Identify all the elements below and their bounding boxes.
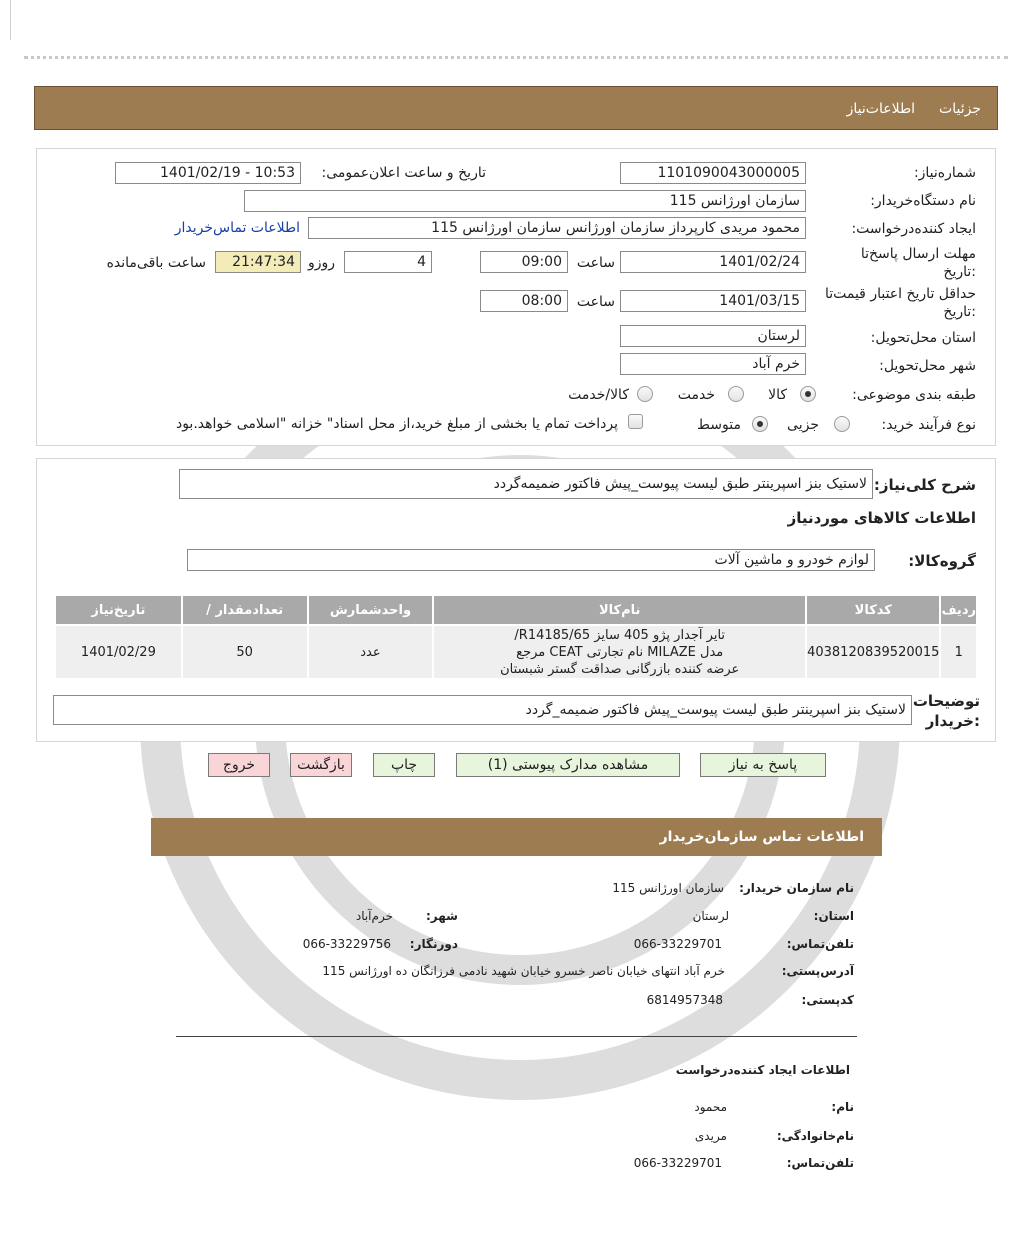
buyer-notes-label-2: :خریدار	[925, 712, 980, 730]
remaining-time-field: 21:47:34	[215, 251, 301, 273]
category-service-label: خدمت	[677, 387, 715, 403]
category-goods-radio[interactable]	[800, 386, 816, 402]
validity-label: حداقل تاریخ اعتبار قیمت‌تا	[824, 286, 976, 302]
creator-info-title: اطلاعات ایجاد کننده‌درخواست	[675, 1063, 850, 1077]
deadline-time-field: 09:00	[480, 251, 568, 273]
buyer-contact-link[interactable]: اطلاعات تماس‌خریدار	[174, 220, 300, 236]
buyer-notes-field: لاستیک بنز اسپرینتر طبق لیست پیوست_پیش فاکتور ضمیمه_گردد	[53, 695, 912, 725]
creator-field: محمود مریدی کارپرداز سازمان اورژانس سازمان اورژانس 115	[308, 217, 806, 239]
col-goods-code: کدکالا	[807, 596, 939, 624]
deadline-label: مهلت ارسال پاسخ‌تا	[860, 246, 976, 262]
postal-code-label: کدپستی:	[801, 993, 854, 1007]
category-goods-service-radio[interactable]	[637, 386, 653, 402]
creator-family-label: نام‌خانوادگی:	[776, 1129, 854, 1143]
province-contact-value: لرستان	[692, 909, 729, 923]
process-partial-radio[interactable]	[834, 416, 850, 432]
city-label: شهر محل‌تحویل:	[879, 358, 976, 374]
process-medium-radio[interactable]	[752, 416, 768, 432]
need-number-label: شماره‌نیاز:	[913, 165, 976, 181]
process-medium-label: متوسط	[697, 417, 741, 433]
creator-label: ایجاد کننده‌درخواست:	[851, 221, 976, 237]
announce-field: 1401/02/19 - 10:53	[115, 162, 301, 184]
creator-phone-value: 066-33229701	[633, 1156, 722, 1170]
col-need-date: تاریخ‌نیاز	[56, 596, 181, 624]
buyer-notes-label: توضیحات	[912, 692, 980, 710]
phone-value: 066-33229701	[633, 937, 722, 951]
address-label: آدرس‌پستی:	[781, 964, 854, 978]
process-label: نوع فرآیند خرید:	[881, 417, 976, 433]
contact-section-title: اطلاعات تماس سازمان‌خریدار	[659, 829, 864, 845]
creator-name-value: محمود	[694, 1100, 727, 1114]
city-contact-value: خرم‌آباد	[355, 909, 393, 923]
need-number-field: 1101090043000005	[620, 162, 806, 184]
header-bar	[34, 86, 998, 130]
exit-button[interactable]: خروج	[208, 753, 270, 777]
category-goods-service-label: کالا/خدمت	[568, 387, 629, 403]
postal-code-value: 6814957348	[646, 993, 723, 1007]
goods-table	[54, 594, 978, 680]
col-unit: واحدشمارش	[309, 596, 433, 624]
tab-details[interactable]: جزئیات	[939, 101, 981, 117]
city-contact-label: شهر:	[426, 909, 458, 923]
cell-unit: عدد	[309, 626, 433, 678]
deadline-time-label: ساعت	[576, 255, 615, 271]
top-dotted-separator	[24, 56, 1008, 59]
cell-goods-code: 4038120839520015	[807, 626, 939, 678]
reply-to-need-button[interactable]: پاسخ به نیاز	[700, 753, 826, 777]
contact-section-header	[151, 818, 882, 856]
treasury-payment-note: پرداخت تمام یا بخشی از مبلغ خرید،از محل اسناد" خزانه "اسلامی خواهد.بود	[175, 416, 618, 432]
back-button[interactable]: بازگشت	[290, 753, 352, 777]
goods-group-label: گروه‌کالا:	[908, 552, 976, 570]
goods-group-field: لوازم خودرو و ماشین آلات	[187, 549, 875, 571]
summary-field: لاستیک بنز اسپرینتر طبق لیست پیوست_پیش فاکتور ضمیمه‌گردد	[179, 469, 873, 499]
goods-info-title: اطلاعات کالاهای موردنیاز	[787, 509, 976, 527]
col-row-number: ردیف	[941, 596, 976, 624]
category-goods-label: کالا	[768, 387, 787, 403]
deadline-date-field: 1401/02/24	[620, 251, 806, 273]
phone-label: تلفن‌تماس:	[786, 937, 854, 951]
fax-label: دورنگار:	[409, 937, 458, 951]
announce-label: تاریخ و ساعت اعلان‌عمومی:	[321, 165, 486, 181]
goods-table-header-row	[56, 596, 976, 624]
col-goods-name: نام‌کالا	[434, 596, 805, 624]
treasury-payment-checkbox[interactable]	[628, 414, 643, 429]
col-quantity: / تعدادمقدار	[183, 596, 307, 624]
cell-quantity: 50	[183, 626, 307, 678]
creator-phone-label: تلفن‌تماس:	[786, 1156, 854, 1170]
creator-name-label: نام:	[831, 1100, 854, 1114]
province-label: استان محل‌تحویل:	[870, 330, 976, 346]
print-button[interactable]: چاپ	[373, 753, 435, 777]
org-name-label: نام سازمان خریدار:	[739, 881, 854, 895]
buyer-field: سازمان اورژانس 115	[244, 190, 806, 212]
city-field: خرم آباد	[620, 353, 806, 375]
org-name-value: سازمان اورژانس 115	[612, 881, 724, 895]
goods-name-line-3: عرضه کننده بازرگانی صداقت گستر شبستان	[500, 661, 740, 677]
tab-need-info[interactable]: اطلاعات‌نیاز	[846, 101, 915, 117]
goods-name-line-1: تایر آجدار پژو 405 سایز R14185/65/	[514, 627, 726, 643]
creator-family-value: مریدی	[694, 1129, 727, 1143]
deadline-label-2: :تاریخ	[943, 264, 976, 280]
cell-row-number: 1	[941, 626, 976, 678]
remaining-time-label: ساعت باقی‌مانده	[106, 255, 206, 271]
table-row	[56, 626, 976, 678]
days-field: 4	[344, 251, 432, 273]
category-service-radio[interactable]	[728, 386, 744, 402]
province-field: لرستان	[620, 325, 806, 347]
days-label: روزو	[307, 255, 335, 271]
validity-time-label: ساعت	[576, 294, 615, 310]
category-label: طبقه بندی موضوعی:	[852, 387, 976, 403]
summary-label: شرح کلی‌نیاز:	[873, 476, 976, 494]
buyer-label: نام دستگاه‌خریدار:	[870, 193, 976, 209]
address-value: خرم آباد انتهای خیابان ناصر خسرو خیابان شهید نادمی فرزانگان ده اورژانس 115	[322, 964, 725, 978]
left-edge-line	[10, 0, 11, 40]
validity-date-field: 1401/03/15	[620, 290, 806, 312]
contact-divider	[176, 1036, 857, 1037]
validity-label-2: :تاریخ	[943, 304, 976, 320]
fax-value: 066-33229756	[302, 937, 391, 951]
cell-need-date: 1401/02/29	[56, 626, 181, 678]
process-partial-label: جزیی	[787, 417, 819, 433]
goods-name-line-2: مدل MILAZE نام تجارتی CEAT مرجع	[516, 644, 724, 660]
cell-goods-name	[434, 626, 805, 678]
validity-time-field: 08:00	[480, 290, 568, 312]
province-contact-label: استان:	[813, 909, 854, 923]
view-attachments-button[interactable]: مشاهده مدارک پیوستی (1)	[456, 753, 680, 777]
